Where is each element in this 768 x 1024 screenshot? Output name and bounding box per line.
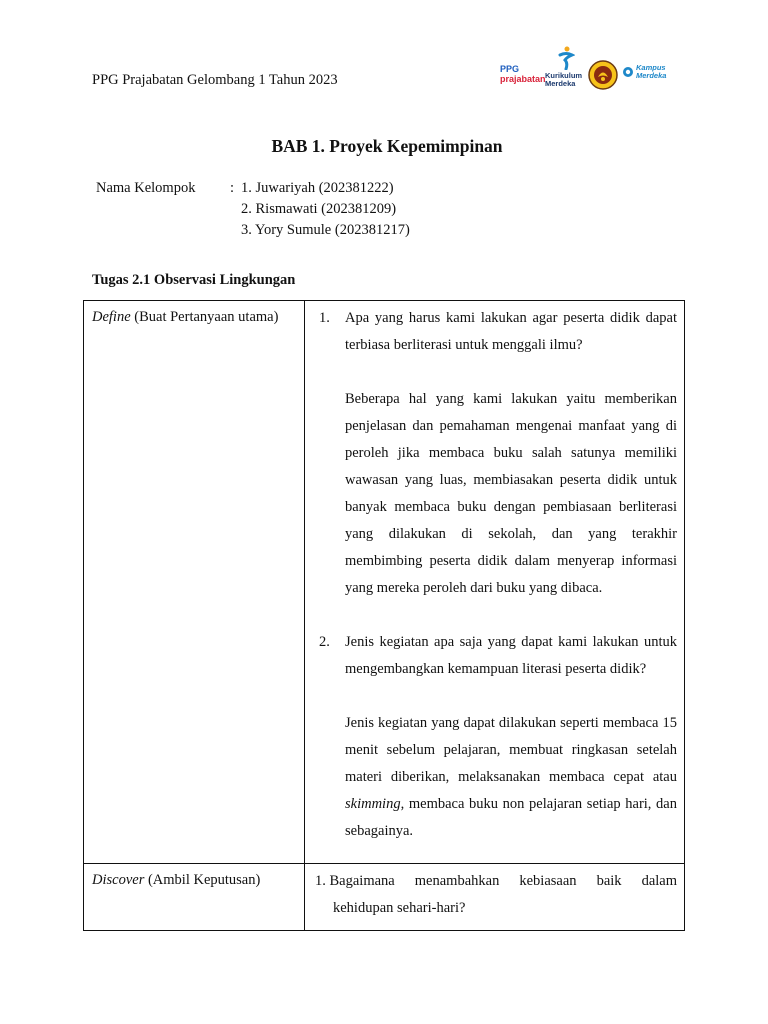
observation-table [83, 300, 685, 931]
tut-wuri-handayani-icon [588, 60, 618, 90]
kurikulum-logo-line1: Kurikulum [545, 71, 583, 80]
discover-label-rest: (Ambil Keputusan) [144, 872, 261, 888]
group-member: 1. Juwariyah (202381222) [241, 180, 394, 196]
discover-question-word: dalam [641, 873, 677, 889]
discover-content-cell [305, 864, 685, 931]
discover-question-line2: kehidupan sehari-hari? [333, 900, 466, 916]
group-label: Nama Kelompok [96, 180, 196, 196]
define-label-rest: (Buat Pertanyaan utama) [130, 309, 279, 325]
define-item-2-question-text: Jenis kegiatan apa saja yang dapat kami lakukan untuk mengembangkan kemampuan literasi peserta didik? [345, 634, 677, 677]
discover-question-line1 [315, 868, 677, 895]
discover-question-word: menambahkan [414, 873, 500, 889]
page-title: BAB 1. Proyek Kepemimpinan [271, 136, 503, 156]
discover-item-1-question [315, 868, 677, 922]
discover-label-italic: Discover [92, 872, 145, 888]
header-logos [500, 46, 680, 92]
kurikulum-merdeka-logo [545, 46, 587, 90]
task-heading: Tugas 2.1 Observasi Lingkungan [92, 272, 296, 288]
discover-question-word: baik [596, 873, 622, 889]
table-row-define [84, 301, 685, 864]
define-item-2-answer-part1: Jenis kegiatan yang dapat dilakukan seperti membaca 15 menit sebelum pelajaran, membuat ringkasan setelah materi diberikan, melaksanakan membaca cepat atau [345, 715, 677, 785]
define-content-cell [305, 301, 685, 864]
discover-question-word: kebiasaan [519, 873, 577, 889]
define-item-2-answer-italic: skimming [345, 796, 401, 812]
kampus-logo-line1: Kampus [636, 63, 666, 72]
define-item-1-question [319, 305, 677, 359]
kampus-logo-line2: Merdeka [636, 70, 667, 80]
define-item-2-answer-part2: , membaca buku non pelajaran setiap hari, dan sebagainya. [345, 796, 677, 839]
table-row-discover [84, 864, 685, 931]
group-member: 2. Rismawati (202381209) [241, 201, 397, 217]
discover-question-word: 1. Bagaimana [315, 873, 395, 889]
kurikulum-figure-icon [557, 46, 575, 70]
group-colon: : [230, 180, 235, 196]
define-label-italic: Define [92, 309, 131, 325]
define-label-cell [84, 301, 305, 864]
ppg-logo-line1: PPG [500, 64, 520, 74]
define-item-2-question [319, 629, 677, 683]
discover-label-cell [84, 864, 305, 931]
define-item-2-answer [319, 710, 677, 845]
group-member: 3. Yory Sumule (202381217) [241, 222, 410, 238]
define-item-1-question-text: Apa yang harus kami lakukan agar peserta didik dapat terbiasa berliterasi untuk menggali ilmu? [345, 310, 677, 353]
ppg-logo-line2: prajabatan [500, 74, 546, 84]
group-members-list [241, 178, 410, 241]
ppg-prajabatan-logo [500, 64, 546, 84]
kampus-merdeka-icon [622, 66, 634, 78]
define-item-1-answer: Beberapa hal yang kami lakukan yaitu memberikan penjelasan dan pemahaman mengenai manfaat yang di peroleh jika membaca buku salah satunya memiliki wawasan yang luas, membiasakan peserta didik untuk banyak membaca buku dengan pembiasaan berliterasi yang dilakukan di sekolah, dan yang terakhir membimbing peserta didik dalam menyerap informasi yang mereka peroleh dari buku yang dibaca. [345, 391, 677, 596]
define-item-2-number: 2. [319, 634, 330, 650]
define-item-1-number: 1. [319, 310, 330, 326]
page-header-text: PPG Prajabatan Gelombang 1 Tahun 2023 [92, 72, 338, 88]
kurikulum-logo-line2: Merdeka [545, 79, 576, 88]
kampus-merdeka-logo [622, 64, 680, 88]
